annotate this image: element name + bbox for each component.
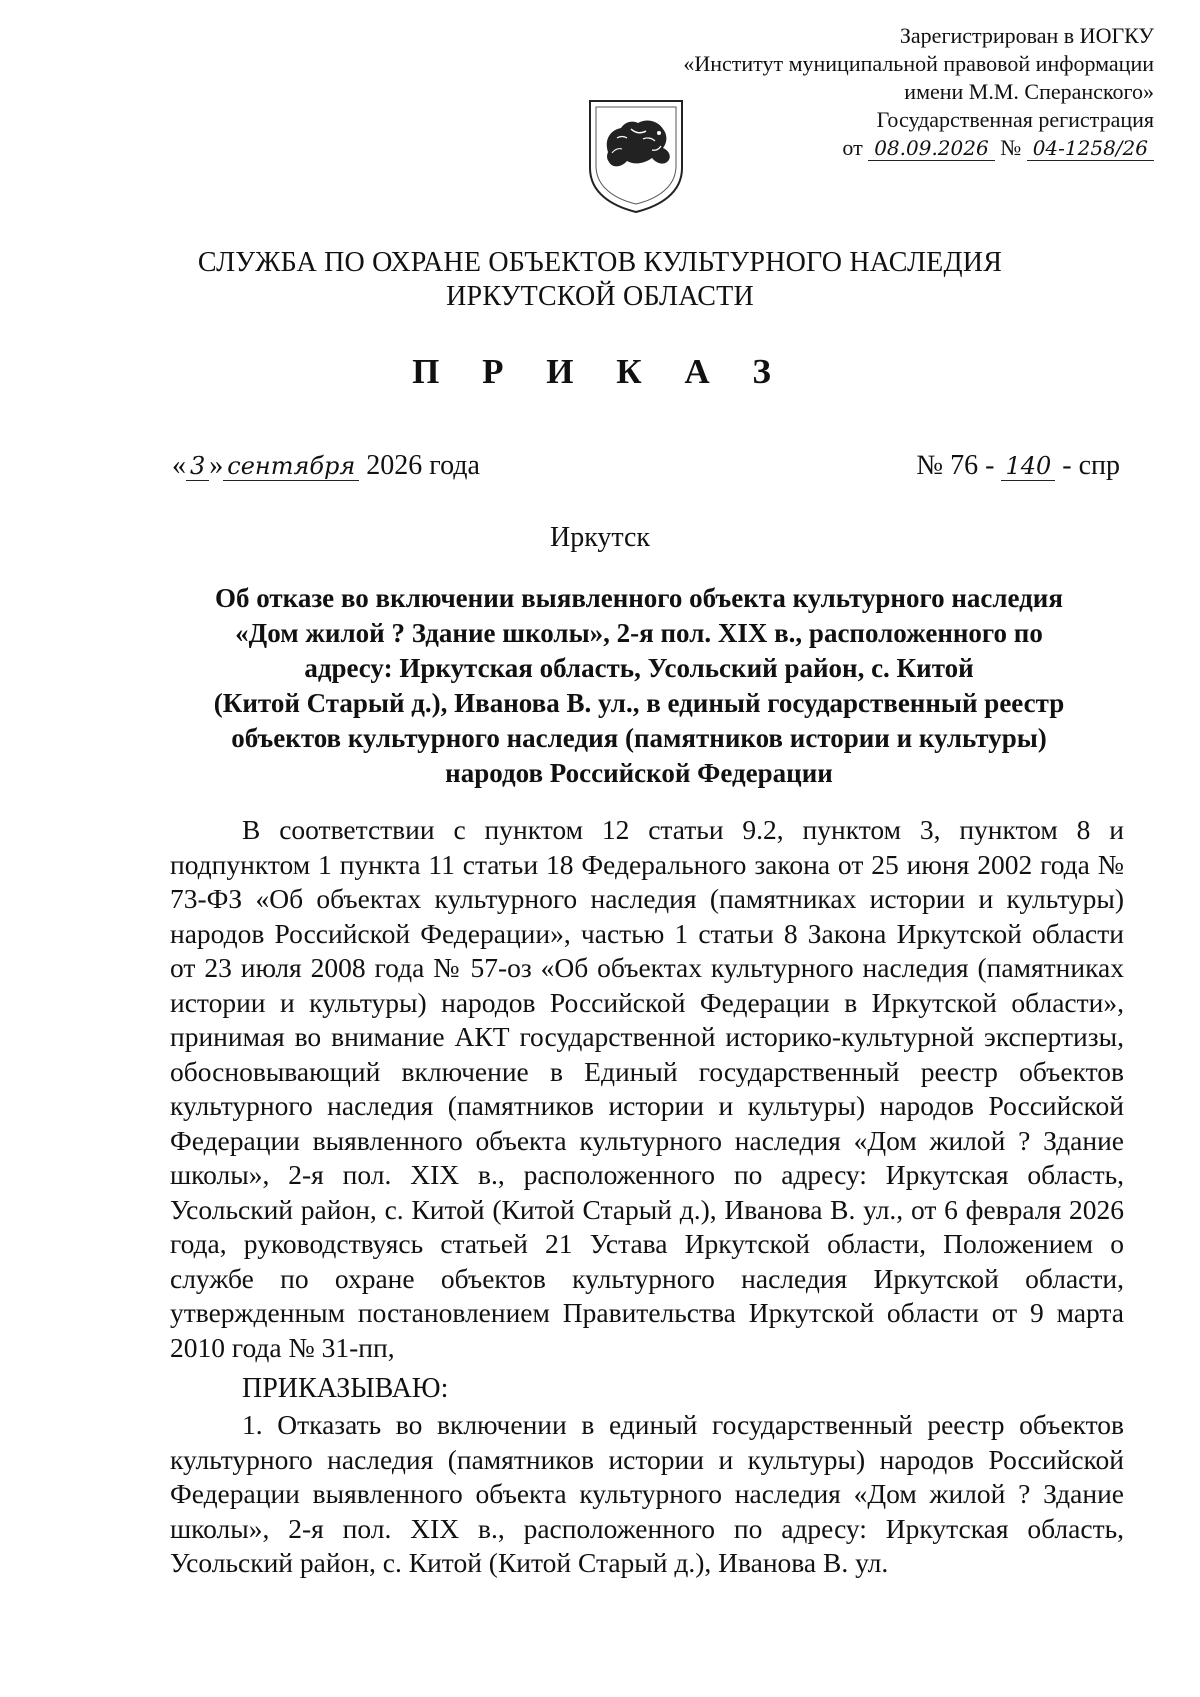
legal-basis-paragraph: В соответствии с пунктом 12 статьи 9.2, пунктом 3, пунктом 8 и подпунктом 1 пункта 11 статьи 18 Федерального закона от 25 июня 2002 года № 73-ФЗ «Об объектах культурного наследия (памятниках истории и культуры) народов Российской Федерации», частью 1 статьи 8 Закона Иркутской области от 23 июля 2008 года № 57-оз «Об объектах культурного наследия (памятниках истории и культуры) народов Российской Федерации в Иркутской области», принимая во внимание АКТ государственной историко-культурной экспертизы, обосновывающий включение в Единый государственный реестр объектов культурного наследия (памятников истории и культуры) народов Российской Федерации выявленного объекта культурного наследия «Дом жилой ? Здание школы», 2-я пол. XIX в., расположенного по адресу: Иркутская область, Усольский район, с. Китой (Китой Старый д.), Иванова В. ул., от 6 февраля 2026 года, руководствуясь статьей 21 Устава Иркутской области, Положением о службе по охране объектов культурного наследия Иркутской области, утвержденным постановлением Правительства Иркутской области от 9 марта 2010 года № 31-пп, [170, 814, 1124, 1363]
registration-date-number [634, 134, 1154, 162]
registration-stamp [634, 22, 1154, 162]
registration-date-prefix: от [842, 135, 863, 160]
registration-line-3: имени М.М. Сперанского» [904, 79, 1154, 104]
order-item-1: 1. Отказать во включении в единый государственный реестр объектов культурного наследия (памятников истории и культуры) народов Российской Федерации выявленного объекта культурного наследия «Дом жилой ? Здание школы», 2-я пол. XIX в., расположенного по адресу: Иркутская область, Усольский район, с. Китой (Китой Старый д.), Иванова В. ул. [170, 1409, 1124, 1578]
number-prefix: № 76 - [916, 450, 995, 481]
decree-heading: ПРИКАЗЫВАЮ: [242, 1373, 449, 1404]
agency-line-1: СЛУЖБА ПО ОХРАНЕ ОБЪЕКТОВ КУЛЬТУРНОГО НАСЛЕДИЯ [197, 247, 1003, 278]
date-open-quote: « [172, 450, 186, 481]
subject-line-4: (Китой Старый д.), Иванова В. ул., в единый государственный реестр [213, 688, 1065, 718]
date-day: 3 [186, 452, 209, 481]
document-type-title: П Р И К А З [412, 352, 788, 391]
subject-line-2: «Дом жилой ? Здание школы», 2-я пол. XIX в., расположенного по [235, 618, 1043, 648]
number-handwritten: 140 [1001, 452, 1055, 481]
date-close-quote: » [209, 450, 224, 481]
subject-line-1: Об отказе во включении выявленного объекта культурного наследия [215, 583, 1063, 613]
date-year: 2026 года [366, 450, 480, 481]
document-number [916, 450, 1120, 482]
registration-date: 08.09.2026 [868, 136, 995, 161]
subject-line-6: народов Российской Федерации [445, 758, 833, 788]
agency-line-2: ИРКУТСКОЙ ОБЛАСТИ [446, 281, 754, 312]
agency-name [0, 246, 1200, 314]
subject-line-3: адресу: Иркутская область, Усольский район, с. Китой [304, 653, 974, 683]
registration-line-1: Зарегистрирован в ИОГКУ [899, 23, 1154, 48]
registration-line-4: Государственная регистрация [876, 107, 1154, 132]
registration-number-prefix: № [1000, 135, 1022, 160]
order-subject [168, 581, 1110, 791]
document-date [172, 450, 480, 482]
city-name: Иркутск [549, 522, 651, 553]
subject-line-5: объектов культурного наследия (памятников истории и культуры) [231, 723, 1047, 753]
registration-number: 04-1258/26 [1027, 136, 1154, 161]
date-number-row [172, 450, 1120, 490]
date-month: сентября [223, 452, 359, 481]
registration-line-2: «Институт муниципальной правовой информации [683, 51, 1154, 76]
irkutsk-coat-of-arms-icon [586, 98, 686, 214]
number-suffix: - спр [1062, 450, 1120, 481]
